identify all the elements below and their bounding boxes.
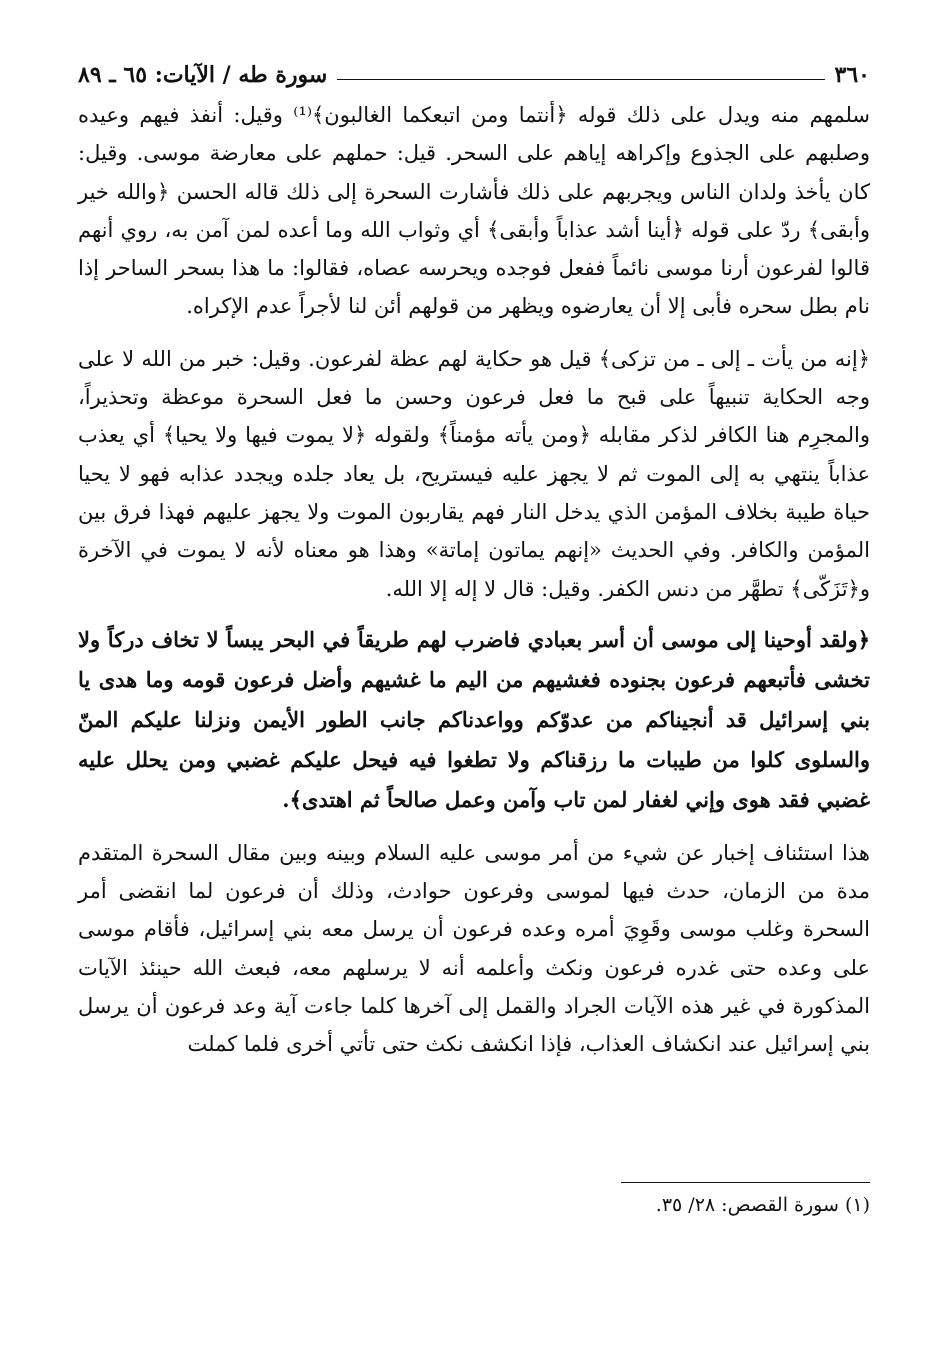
running-title: سورة طه / الآيات: ٦٥ ـ ٨٩ [78, 62, 328, 88]
page-number: ٣٦٠ [834, 62, 870, 88]
footnote-rule [621, 1182, 870, 1183]
paragraph-1: سلمهم منه ويدل على ذلك قوله ﴿أنتما ومن اتبعكما الغالبون﴾⁽¹⁾ وقيل: أنفذ فيهم وعيده وصلبهم على الجذوع وإكراهه إياهم على السحر. قيل: حملهم على معارضة موسى. وقيل: كان يأخذ ولدان الناس ويجربهم على ذلك فأشارت السحرة إلى ذلك قاله الحسن ﴿والله خير وأبقى﴾ ردّ على قوله ﴿أينا أشد عذاباً وأبقى﴾ أي وثواب الله وما أعده لمن آمن به، روي أنهم قالوا لفرعون أرنا موسى نائماً ففعل فوجده ويحرسه عصاه، فقالوا: ما هذا بسحر الساحر إذا نام بطل سحره فأبى إلا أن يعارضوه ويظهر من قولهم أئن لنا لأجراً عدم الإكراه. [78, 103, 871, 319]
commentary-paragraph: هذا استئناف إخبار عن شيء من أمر موسى عليه السلام وبينه وبين مقال السحرة المتقدم مدة من الزمان، حدث فيها لموسى وفرعون حوادث، وذلك أن فرعون لما انقضى أمر السحرة وغلب موسى وقَوِيَ أمره وعده فرعون أن يرسل معه بني إسرائيل، فأقام موسى على وعده حتى غدره فرعون ونكث وأعلمه أنه لا يرسلهم معه، فبعث الله حينئذ الآيات المذكورة في غير هذه الآيات الجراد والقمل إلى آخرها كلما جاءت آية وعد فرعون أن يرسل بني إسرائيل عند انكشاف العذاب، فإذا انكشف نكث حتى تأتي أخرى فلما كملت [78, 840, 870, 1057]
page-header [78, 58, 870, 92]
header-rule [337, 79, 824, 80]
paragraph-2: ﴿إنه من يأت ـ إلى ـ من تزكى﴾ قيل هو حكاية لهم عظة لفرعون. وقيل: خبر من الله لا على وجه الحكاية تنبيهاً على قبح ما فعل فرعون وحسن ما فعل السحرة موعظة وتحذيراً، والمجرِم هنا الكافر لذكر مقابله ﴿ومن يأته مؤمناً﴾ ولقوله ﴿لا يموت فيها ولا يحيا﴾ أي يعذب عذاباً ينتهي به إلى الموت ثم لا يجهز عليه فيستريح، بل يعاد جلده ويجدد عذابه فهو لا يحيا حياة طيبة بخلاف المؤمن الذي يدخل النار فهم يقاربون الموت ولا يجهز عليهم فهذا فرق بين المؤمن والكافر. وفي الحديث «إنهم يماتون إماتة» وهذا هو معناه لأنه لا يموت في الآخرة و﴿تَزَكّى﴾ تطهَّر من دنس الكفر. وقيل: قال لا إله إلا الله. [78, 346, 870, 601]
book-page [78, 58, 871, 1216]
footnote: (١) سورة القصص: ٢٨/ ٣٥. [655, 1194, 870, 1216]
quran-verse: ﴿ولقد أوحينا إلى موسى أن أسر بعبادي فاضرب لهم طريقاً في البحر يبساً لا تخاف دركاً ولا تخشى فأتبعهم فرعون بجنوده فغشيهم من اليم ما غشيهم وأضل فرعون قومه وما هدى يا بني إسرائيل قد أنجيناكم من عدوّكم وواعدناكم جانب الطور الأيمن ونزلنا عليكم المنّ والسلوى كلوا من طيبات ما رزقناكم ولا تطغوا فيه فيحل عليكم غضبي ومن يحلل عليه غضبي فقد هوى وإني لغفار لمن تاب وآمن وعمل صالحاً ثم اهتدى﴾. [78, 626, 870, 812]
